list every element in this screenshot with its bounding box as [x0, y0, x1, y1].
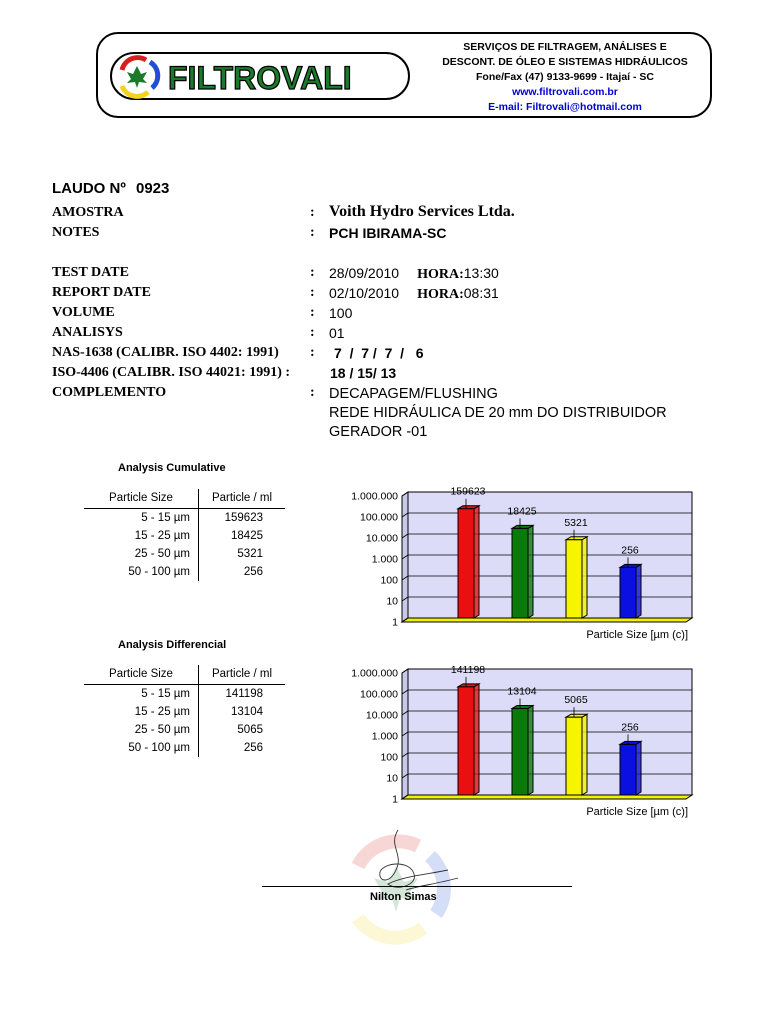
size-cell: 5 - 15 µm [84, 685, 199, 704]
table-row [84, 545, 285, 563]
field-notes [52, 225, 742, 245]
test-date: 28/09/2010 [329, 265, 400, 281]
y-tick-label: 10.000 [365, 532, 398, 545]
count-cell: 141198 [225, 688, 263, 700]
y-tick-label: 100 [380, 751, 398, 764]
company-email[interactable]: E-mail: Filtrovali@hotmail.com [488, 101, 642, 113]
table-row [84, 721, 285, 739]
count-cell: 13104 [231, 706, 263, 718]
y-tick-label: 10 [386, 772, 398, 785]
bar-value-label: 5065 [564, 694, 588, 707]
table-row [84, 703, 285, 721]
y-tick-label: 1.000 [371, 730, 398, 743]
count-cell: 159623 [224, 512, 263, 524]
bar-value-label: 5321 [564, 516, 588, 529]
report-date: 02/10/2010 [329, 285, 400, 301]
test-date-label: TEST DATE [52, 265, 129, 280]
signer-name: Nilton Simas [370, 891, 437, 903]
filtrovali-logo [110, 52, 410, 100]
size-cell: 15 - 25 µm [84, 527, 199, 545]
laudo-heading [52, 180, 169, 197]
iso-value: 18 / 15/ 13 [330, 365, 397, 381]
colon: : [310, 305, 315, 320]
test-date-value [329, 265, 499, 283]
bar [458, 687, 474, 795]
bar-side [636, 564, 641, 618]
bar-value-label: 159623 [450, 485, 486, 498]
table-row [84, 739, 285, 757]
nas-value: 7 / 7 / 7 / 6 [334, 345, 424, 361]
table-row [84, 509, 285, 528]
bar-value-label: 256 [621, 544, 639, 557]
y-tick-label: 1 [392, 793, 398, 806]
field-iso [52, 365, 742, 385]
y-tick-label: 100.000 [360, 511, 398, 524]
nas-label: NAS-1638 (CALIBR. ISO 4402: 1991) [52, 345, 279, 360]
count-cell: 5065 [237, 724, 263, 736]
field-complemento [52, 385, 742, 445]
report-date-label: REPORT DATE [52, 285, 151, 300]
size-cell: 5 - 15 µm [84, 509, 199, 528]
colon: : [310, 385, 315, 400]
chart-floor [402, 795, 692, 799]
table-row [84, 527, 285, 545]
company-line1: SERVIÇOS DE FILTRAGEM, ANÁLISES E [463, 41, 667, 53]
volume-label: VOLUME [52, 305, 115, 320]
laudo-label: LAUDO Nº [52, 180, 126, 197]
cumulative-table [84, 489, 285, 581]
bar-side [636, 741, 641, 795]
y-tick-label: 100 [380, 574, 398, 587]
complemento-line3: GERADOR -01 [329, 424, 428, 440]
col-particle-size: Particle Size [84, 489, 199, 509]
analisys-value: 01 [329, 325, 345, 341]
count-cell: 256 [243, 566, 263, 578]
bar-side [582, 714, 587, 795]
laudo-number: 0923 [135, 180, 170, 197]
col-particle-size: Particle Size [84, 665, 199, 685]
size-cell: 50 - 100 µm [84, 739, 199, 757]
y-tick-label: 1 [392, 616, 398, 629]
company-line2: DESCONT. DE ÓLEO E SISTEMAS HIDRÁULICOS [442, 56, 688, 68]
field-amostra [52, 205, 742, 225]
y-tick-label: 1.000.000 [351, 490, 398, 503]
field-nas [52, 345, 742, 365]
bar [566, 540, 582, 618]
hora-label: HORA: [417, 267, 464, 282]
bar-side [528, 706, 533, 795]
count-cell: 256 [243, 742, 263, 754]
notes-value: PCH IBIRAMA-SC [329, 225, 447, 241]
table-header-row [84, 665, 285, 685]
bar [512, 528, 528, 618]
chart-floor [402, 618, 692, 622]
company-website[interactable]: www.filtrovali.com.br [512, 86, 618, 98]
amostra-value: Voith Hydro Services Ltda. [329, 203, 515, 220]
bar-value-label: 18425 [507, 505, 537, 518]
count-cell: 5321 [237, 548, 263, 560]
bar-value-label: 13104 [507, 685, 537, 698]
x-axis-label: Particle Size [µm (c)] [586, 806, 688, 818]
iso-label: ISO-4406 (CALIBR. ISO 44021: 1991) : [52, 365, 291, 380]
y-tick-label: 10 [386, 595, 398, 608]
colon: : [310, 205, 315, 220]
field-volume [52, 305, 742, 325]
table-header-row [84, 489, 285, 509]
y-tick-label: 1.000.000 [351, 667, 398, 680]
table-row [84, 685, 285, 704]
bar-value-label: 256 [621, 721, 639, 734]
field-test-date [52, 265, 742, 285]
field-analisys [52, 325, 742, 345]
volume-value: 100 [329, 305, 353, 321]
bar [620, 744, 636, 795]
bar-value-label: 141198 [450, 663, 486, 676]
company-info [418, 40, 712, 115]
analisys-label: ANALISYS [52, 325, 123, 340]
size-cell: 25 - 50 µm [84, 721, 199, 739]
colon: : [310, 345, 315, 360]
bar [458, 509, 474, 618]
cumulative-title: Analysis Cumulative [118, 462, 226, 474]
differential-title: Analysis Differencial [118, 639, 227, 651]
colon: : [310, 225, 315, 240]
amostra-label: AMOSTRA [52, 205, 124, 220]
company-phone: Fone/Fax (47) 9133-9699 - Itajaí - SC [476, 71, 654, 83]
col-particle-ml: Particle / ml [199, 665, 286, 685]
y-tick-label: 1.000 [371, 553, 398, 566]
logo-text: FILTROVALI [168, 60, 352, 96]
bar [566, 717, 582, 795]
size-cell: 15 - 25 µm [84, 703, 199, 721]
complemento-line2: REDE HIDRÁULICA DE 20 mm DO DISTRIBUIDOR [329, 405, 667, 421]
report-hora: 08:31 [463, 285, 499, 301]
complemento-value [329, 385, 667, 442]
col-particle-ml: Particle / ml [199, 489, 286, 509]
differential-table [84, 665, 285, 757]
differential-bar-chart [330, 661, 700, 823]
field-report-date [52, 285, 742, 305]
colon: : [310, 285, 315, 300]
notes-label: NOTES [52, 225, 100, 240]
colon: : [310, 325, 315, 340]
bar-side [528, 525, 533, 618]
size-cell: 25 - 50 µm [84, 545, 199, 563]
x-axis-label: Particle Size [µm (c)] [586, 629, 688, 641]
bar [620, 567, 636, 618]
colon: : [310, 265, 315, 280]
count-cell: 18425 [231, 530, 263, 542]
report-date-value [329, 285, 499, 303]
signature-line [262, 886, 572, 887]
y-tick-label: 100.000 [360, 688, 398, 701]
test-hora: 13:30 [463, 265, 499, 281]
table-row [84, 563, 285, 581]
complemento-line1: DECAPAGEM/FLUSHING [329, 386, 498, 402]
y-tick-label: 10.000 [365, 709, 398, 722]
bar-side [474, 684, 479, 795]
bar-side [582, 537, 587, 618]
size-cell: 50 - 100 µm [84, 563, 199, 581]
bar-side [474, 506, 479, 618]
cumulative-bar-chart [330, 484, 700, 646]
hora-label: HORA: [417, 287, 464, 302]
complemento-label: COMPLEMENTO [52, 385, 167, 400]
bar [512, 709, 528, 795]
